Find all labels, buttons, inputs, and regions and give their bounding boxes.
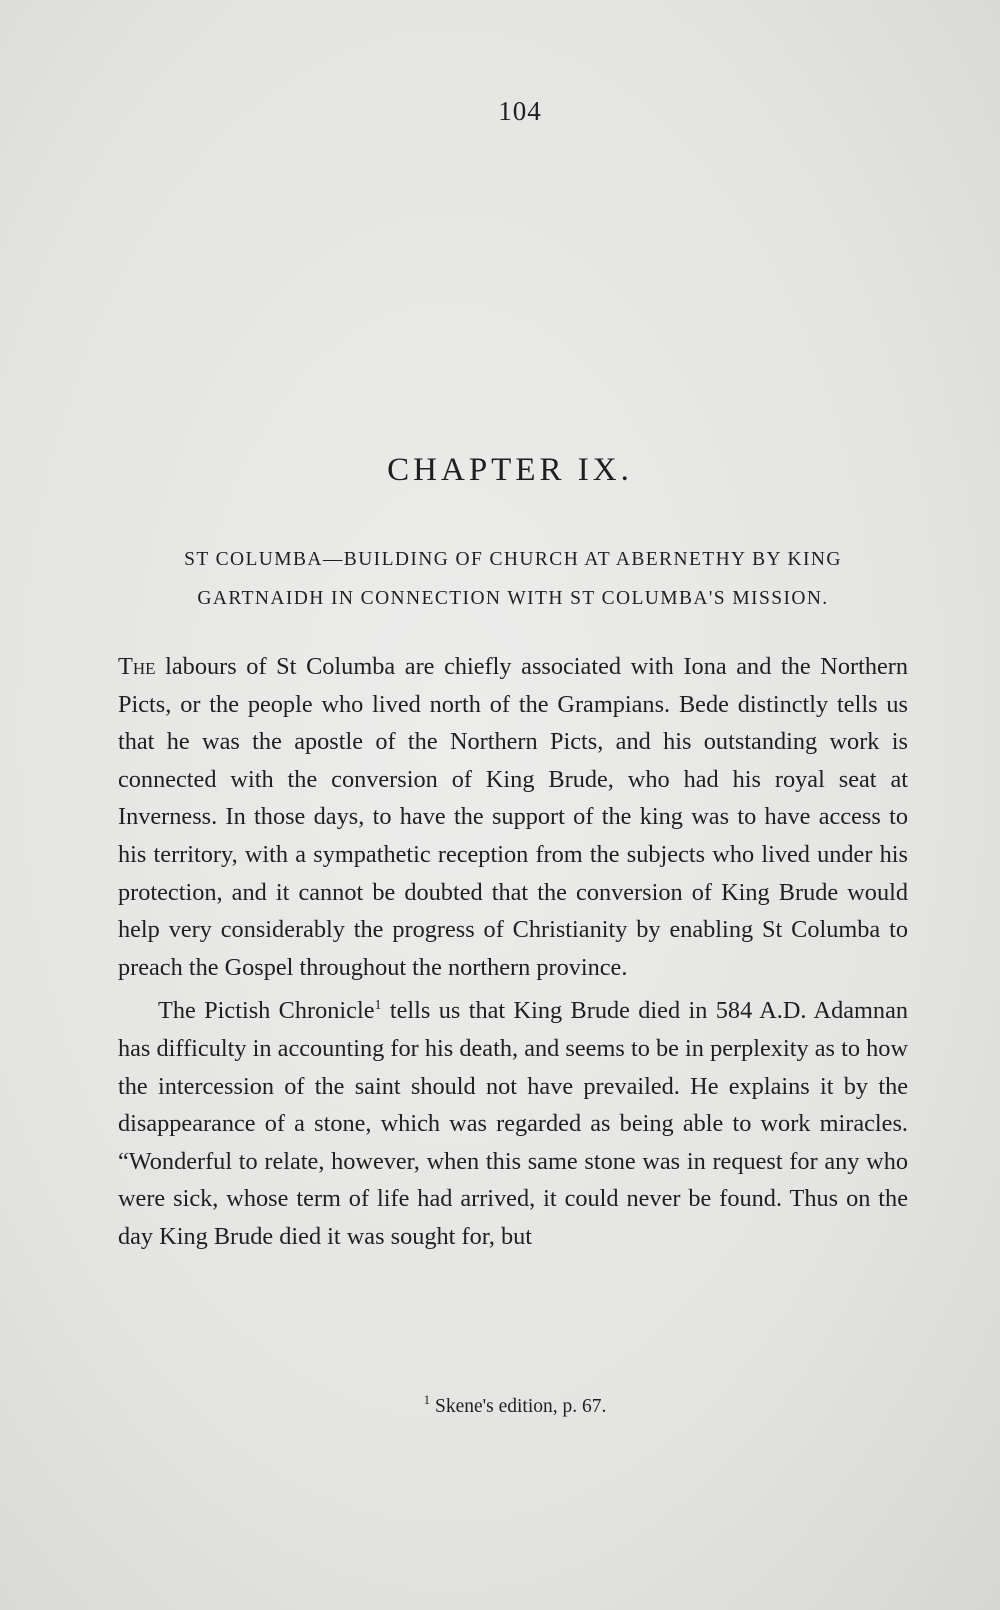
page-number: 104 <box>498 96 542 126</box>
footnote <box>0 1392 1000 1418</box>
paragraph-1-text: labours of St Columba are chiefly associated with Iona and the Northern Picts, or the people who lived north of the Grampians. Bede distinctly tells us that he was the apostle of the Northern Picts, and his outstanding work is connected with the conversion of King Brude, who had his royal seat at Inverness. In those days, to have the support of the king was to have access to his territory, with a sympathetic reception from the subjects who lived under his protection, and it cannot be doubted that the conversion of King Brude would help very considerably the progress of Christianity by enabling St Columba to preach the Gospel throughout the northern province. <box>118 653 908 981</box>
footnote-text: Skene's edition, p. 67. <box>430 1396 607 1417</box>
paragraph-1 <box>118 648 908 986</box>
paragraph-lead-word: The <box>118 653 156 680</box>
paragraph-2-text-before: The Pictish Chronicle <box>158 997 375 1025</box>
footnote-marker: 1 <box>423 1392 431 1407</box>
paragraph-2-text-after: tells us that King Brude died in 584 A.D. Adamnan has difficulty in accounting for his death, and seems to be in perplexity as to how the intercession of the saint should not have prevailed. He explains it by the disappearance of a stone, which was regarded as being able to work miracles. “Wonderful to relate, however, when this same stone was in request for any who were sick, whose term of life had arrived, it could never be found. Thus on the day King Brude died it was sought for, but <box>118 997 908 1250</box>
chapter-title: CHAPTER IX. <box>387 452 633 488</box>
footnote-reference: 1 <box>374 998 382 1014</box>
paragraph-2 <box>118 992 908 1255</box>
chapter-subtitle: ST COLUMBA—BUILDING OF CHURCH AT ABERNETHY BY KING GARTNAIDH IN CONNECTION WITH ST COLUMBA'S MISSION. <box>184 549 842 609</box>
body-text <box>118 648 908 1256</box>
